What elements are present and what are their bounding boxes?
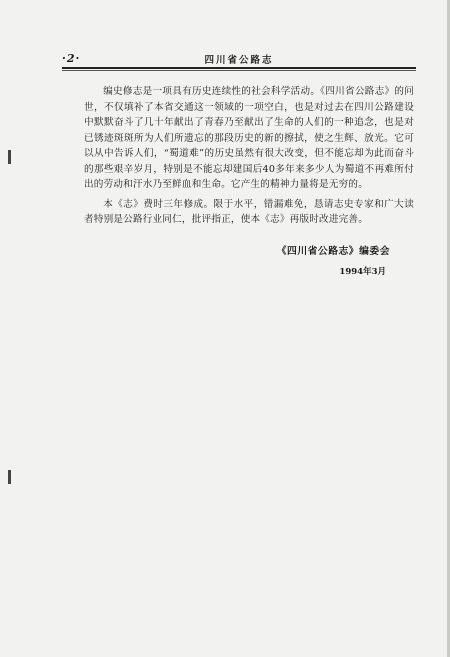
paragraph: 编史修志是一项具有历史连续性的社会科学活动。《四川省公路志》的问世，不仅填补了本省交通这一领域的一项空白，也是对过去在四川公路建设中默默奋斗了几十年献出了青春乃至献出了生命的人们的一种追念，也是对已锈迹斑斑所为人们所遗忘的那段历史的新的擦拭，使之生辉、放光。它可以从中告诉人们，“蜀道难”的历史虽然有很大改变，但不能忘却为此而奋斗的那些艰辛岁月，特别是不能忘却建国后40多年来多少人为蜀道不再难所付出的劳动和汗水乃至鲜血和生命。它产生的精神力量将是无穷的。: [84, 86, 414, 190]
page-number: ·2·: [62, 52, 81, 65]
paragraph: 本《志》费时三年修成。限于水平，错漏难免，恳请志史专家和广大读者特别是公路行业同仁，批评指正，使本《志》再版时改进完善。: [84, 198, 414, 225]
header-rule-thick: [62, 67, 416, 69]
body-text: [84, 84, 414, 232]
running-title: 四川省公路志: [204, 55, 274, 66]
signature-organization: 《四川省公路志》编委会: [276, 246, 390, 257]
signature-date: 1994年3月: [339, 267, 386, 277]
header-rule-thin: [62, 70, 416, 71]
page-header: [62, 52, 416, 66]
binding-hole-mark: [8, 150, 11, 164]
binding-hole-mark: [8, 470, 11, 484]
